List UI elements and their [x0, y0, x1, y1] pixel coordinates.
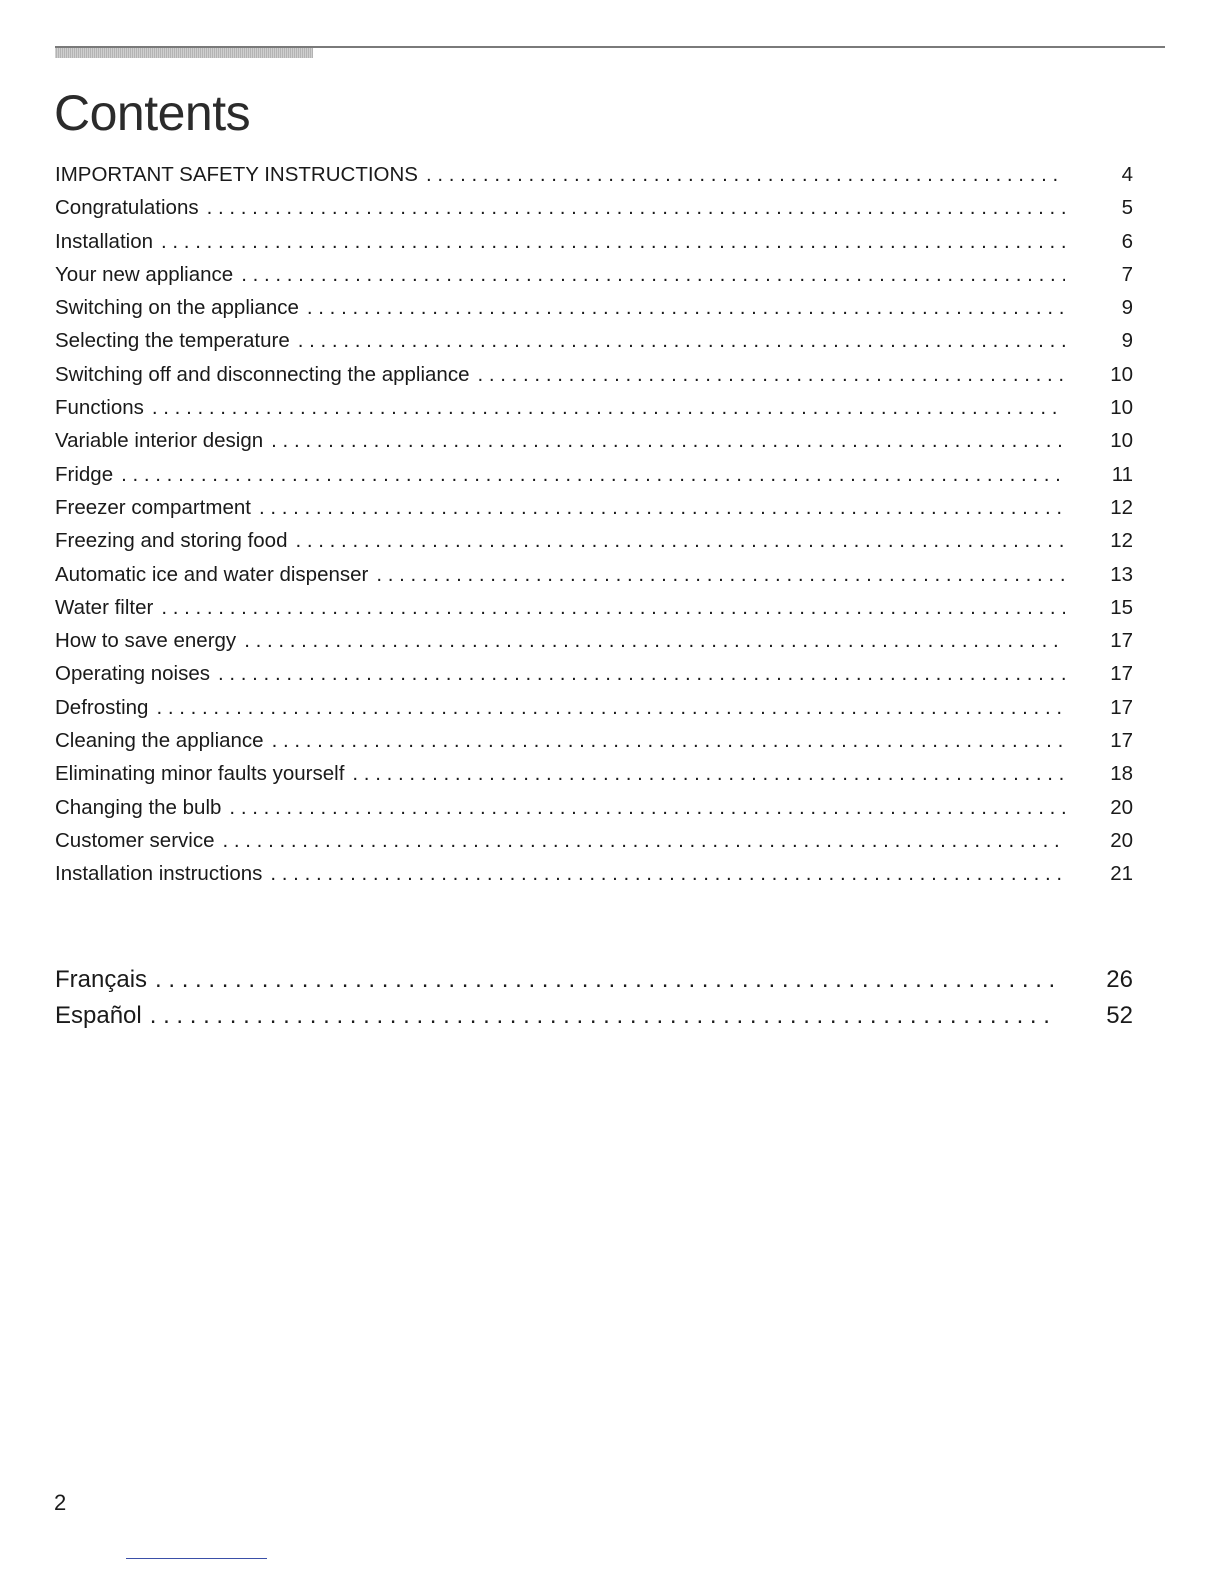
toc-language-entry[interactable] [55, 998, 1133, 1034]
toc-entry-page: 10 [1110, 429, 1133, 453]
toc-entry[interactable] [55, 258, 1133, 291]
dot-leader [121, 458, 1065, 491]
toc-entry-label: Selecting the temperature [55, 329, 290, 353]
toc-entry[interactable] [55, 458, 1133, 491]
toc-entry[interactable] [55, 757, 1133, 790]
toc-entry-label: Water filter [55, 595, 154, 619]
toc-entry-page: 17 [1110, 629, 1133, 653]
toc-entry-label: Variable interior design [55, 429, 264, 453]
toc-entry-label: Congratulations [55, 196, 199, 220]
dot-leader [259, 491, 1065, 524]
toc-entry[interactable] [55, 857, 1133, 890]
toc-entry-page: 12 [1110, 495, 1133, 519]
toc-entry[interactable] [55, 724, 1133, 757]
toc-entry-page: 52 [1106, 1002, 1133, 1029]
dot-leader [161, 225, 1065, 258]
dot-leader [352, 757, 1065, 790]
toc-entry-page: 10 [1110, 396, 1133, 420]
toc-entry[interactable] [55, 624, 1133, 657]
toc-entry-page: 12 [1110, 529, 1133, 553]
toc-entry[interactable] [55, 691, 1133, 724]
dot-leader [161, 591, 1065, 624]
toc-entry[interactable] [55, 391, 1133, 424]
toc-language-entry[interactable] [55, 962, 1133, 998]
toc-entry-label: Customer service [55, 828, 215, 852]
toc-entry-page: 15 [1110, 595, 1133, 619]
page-number: 2 [54, 1490, 67, 1515]
toc-entry-page: 17 [1110, 662, 1133, 686]
toc-entry[interactable] [55, 158, 1133, 191]
toc-entry-label: Freezing and storing food [55, 529, 288, 553]
dot-leader [223, 824, 1066, 857]
dot-leader [298, 324, 1065, 357]
dot-leader [376, 558, 1065, 591]
toc-entry[interactable] [55, 791, 1133, 824]
dot-leader [241, 258, 1065, 291]
toc-entry[interactable] [55, 591, 1133, 624]
toc-entry-page: 4 [1121, 163, 1133, 186]
toc-entry[interactable] [55, 191, 1133, 224]
toc-entry[interactable] [55, 424, 1133, 457]
toc-entry[interactable] [55, 558, 1133, 591]
toc-entry-label: Fridge [55, 462, 114, 486]
toc-entry-page: 6 [1121, 229, 1133, 253]
toc-entry-label: Eliminating minor faults yourself [55, 762, 345, 786]
dot-leader [229, 791, 1065, 824]
page-title: Contents [54, 85, 251, 141]
toc-entry-label: Français [55, 966, 148, 993]
toc-entry[interactable] [55, 824, 1133, 857]
dot-leader [218, 657, 1065, 690]
toc-entry[interactable] [55, 324, 1133, 357]
toc-entry[interactable] [55, 524, 1133, 557]
footer-rule [126, 1558, 267, 1559]
toc-entry-page: 21 [1110, 862, 1133, 886]
dot-leader [156, 691, 1065, 724]
table-of-contents [55, 158, 1133, 891]
header-rule [55, 46, 1165, 48]
toc-entry[interactable] [55, 491, 1133, 524]
toc-entry-page: 9 [1121, 329, 1133, 353]
toc-entry[interactable] [55, 225, 1133, 258]
toc-entry-label: Freezer compartment [55, 495, 251, 519]
dot-leader [271, 424, 1065, 457]
toc-entry-page: 10 [1110, 362, 1133, 386]
toc-entry-label: Switching off and disconnecting the appliance [55, 362, 470, 386]
dot-leader [244, 624, 1065, 657]
dot-leader [477, 358, 1065, 391]
dot-leader [307, 291, 1065, 324]
toc-entry-label: How to save energy [55, 629, 237, 653]
dot-leader [152, 391, 1065, 424]
toc-entry-page: 20 [1110, 828, 1133, 852]
toc-entry-label: Installation [55, 229, 154, 253]
toc-entry-page: 13 [1110, 562, 1133, 586]
toc-entry-label: Automatic ice and water dispenser [55, 562, 369, 586]
toc-entry-label: Changing the bulb [55, 795, 222, 819]
toc-entry-label: Español [55, 1002, 142, 1029]
toc-entry-page: 20 [1110, 795, 1133, 819]
toc-entry-page: 17 [1110, 695, 1133, 719]
toc-entry-page: 26 [1106, 966, 1133, 993]
toc-entry-label: Defrosting [55, 695, 149, 719]
toc-entry-page: 18 [1110, 762, 1133, 786]
toc-entry-label: Switching on the appliance [55, 296, 299, 320]
toc-entry-label: Cleaning the appliance [55, 729, 264, 753]
toc-entry-label: Installation instructions [55, 862, 263, 886]
dot-leader [272, 724, 1065, 757]
dot-leader [150, 998, 1058, 1034]
dot-leader [270, 857, 1065, 890]
toc-entry-page: 9 [1121, 296, 1133, 320]
toc-entry-label: Operating noises [55, 662, 210, 686]
toc-entry-page: 11 [1111, 462, 1133, 486]
dot-leader [295, 524, 1065, 557]
toc-entry-label: Functions [55, 396, 144, 420]
toc-entry[interactable] [55, 657, 1133, 690]
toc-entry-page: 7 [1121, 262, 1133, 286]
toc-entry-label: Your new appliance [55, 262, 234, 286]
dot-leader [426, 158, 1065, 191]
toc-entry-page: 5 [1121, 196, 1133, 220]
dot-leader [155, 962, 1058, 998]
language-sections [55, 962, 1133, 1034]
toc-entry[interactable] [55, 358, 1133, 391]
dot-leader [207, 191, 1065, 224]
toc-entry-page: 17 [1110, 729, 1133, 753]
toc-entry-label: IMPORTANT SAFETY INSTRUCTIONS [55, 163, 418, 186]
toc-entry[interactable] [55, 291, 1133, 324]
